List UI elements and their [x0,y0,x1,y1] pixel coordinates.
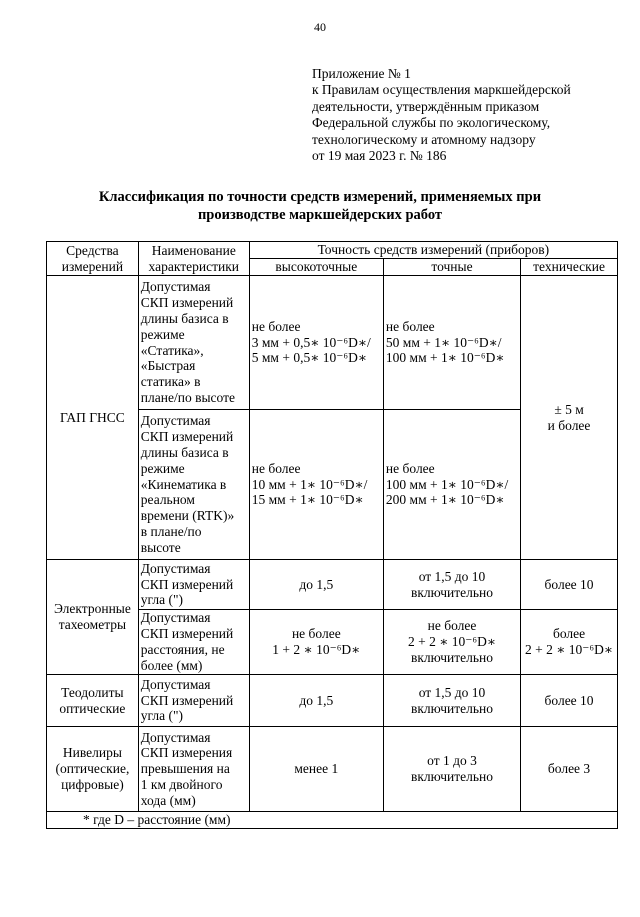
cell-line: плане/по высоте [140,389,235,405]
header-characteristic [138,242,249,276]
cell-line: 50 мм + 1∗ 10⁻⁶D∗/ [385,334,502,350]
high-precision-value [249,610,383,675]
cell-line: не более [251,460,301,476]
cell-line: не более [251,318,301,334]
cell-line: от 1 до 3 [427,753,477,769]
appendix-line: технологическому и атомному надзору [312,131,536,147]
technical-value [521,610,618,675]
appendix-line: Федеральной службы по экологическому, [312,115,551,131]
header-precise: точные [383,259,520,276]
cell-line: высоте [140,539,181,555]
instrument-total-stations [47,560,139,675]
cell-line: Теодолиты [61,684,124,700]
cell-line: 2 + 2 ∗ 10⁻⁶D∗ [525,642,614,657]
cell-line: более (мм) [140,657,203,673]
header-high-precision: высокоточные [249,259,383,276]
cell-line: 100 мм + 1∗ 10⁻⁶D∗ [385,350,505,366]
header-text: характеристики [148,258,239,274]
table-row [47,560,618,610]
cell-line: 200 мм + 1∗ 10⁻⁶D∗ [385,492,505,508]
table-row [47,727,618,812]
precise-value [383,727,520,812]
cell-line: превышения на [140,761,230,777]
high-precision-value: менее 1 [249,727,383,812]
cell-line: угла (") [140,708,184,724]
characteristic-cell [138,727,249,812]
title-line: Классификация по точности средств измерений, применяемых при [98,189,542,205]
cell-line: СКП измерений [140,576,234,592]
cell-line: длины базиса в [140,445,229,460]
cell-line: режиме [140,326,185,342]
cell-line: СКП измерения [140,745,233,761]
cell-line: СКП измерений [140,692,234,708]
cell-line: более [552,626,586,642]
cell-line: хода (мм) [140,792,196,808]
characteristic-cell [138,610,249,675]
cell-line: 15 мм + 1∗ 10⁻⁶D∗ [251,492,364,508]
cell-line: статика» в [140,374,201,390]
instrument-gnss: ГАП ГНСС [47,276,139,560]
technical-value: более 10 [521,560,618,610]
appendix-line: Приложение № 1 [312,66,411,81]
cell-line: 1 + 2 ∗ 10⁻⁶D∗ [272,642,361,657]
cell-line: не более [291,626,341,642]
characteristic-cell [138,675,249,727]
cell-line: оптические [59,700,126,716]
cell-line: включительно [410,584,493,600]
footnote: * где D – расстояние (мм) [47,812,618,829]
header-text: Средства [66,242,119,258]
cell-line: 10 мм + 1∗ 10⁻⁶D∗/ [251,476,368,492]
instrument-theodolites [47,675,139,727]
cell-line: режиме [140,460,185,476]
cell-line: «Кинематика в [140,476,227,492]
cell-line: «Статика», [140,342,204,358]
cell-line: «Быстрая [140,358,196,374]
high-precision-value [249,410,383,560]
header-accuracy-group: Точность средств измерений (приборов) [249,242,617,259]
technical-value: более 10 [521,675,618,727]
appendix-header [312,66,632,164]
header-instruments [47,242,139,276]
technical-value [521,276,618,560]
appendix-line: деятельности, утверждённым приказом [312,98,540,114]
cell-line: цифровые) [61,776,124,792]
cell-line: расстояния, не [140,642,225,657]
high-precision-value [249,276,383,410]
characteristic-cell [138,410,249,560]
technical-value: более 3 [521,727,618,812]
document-title [60,188,580,224]
cell-line: 1 км двойного [140,776,223,792]
high-precision-value: до 1,5 [249,675,383,727]
cell-line: от 1,5 до 10 [418,684,486,700]
high-precision-value: до 1,5 [249,560,383,610]
cell-line: Допустимая [140,279,211,295]
table-row [47,675,618,727]
precise-value [383,610,520,675]
header-text: измерений [61,258,124,274]
appendix-line: от 19 мая 2023 г. № 186 [312,148,447,164]
cell-line: Допустимая [140,610,211,626]
cell-line: включительно [410,649,493,665]
cell-line: 100 мм + 1∗ 10⁻⁶D∗/ [385,476,509,492]
cell-line: времени (RTK)» [140,508,235,524]
cell-line: и более [547,417,591,433]
cell-line: в плане/по [140,523,202,539]
characteristic-cell [138,560,249,610]
cell-line: СКП измерений [140,295,234,311]
instrument-levels [47,727,139,812]
precise-value [383,560,520,610]
precise-value [383,675,520,727]
cell-line: 2 + 2 ∗ 10⁻⁶D∗ [407,634,497,650]
cell-line: (оптические, [55,761,130,777]
cell-line: СКП измерений [140,626,234,642]
cell-line: СКП измерений [140,429,234,445]
cell-line: не более [385,318,435,334]
table-row [47,276,618,410]
appendix-line: к Правилам осуществления маркшейдерской [312,82,571,98]
cell-line: Нивелиры [62,745,122,761]
page-number: 40 [314,20,326,34]
cell-line: длины базиса в [140,310,229,326]
cell-line: не более [385,460,435,476]
cell-line: угла (") [140,592,184,608]
cell-line: включительно [410,700,493,716]
cell-line: от 1,5 до 10 [418,568,486,584]
header-technical: технические [521,259,618,276]
cell-line: тахеометры [58,617,127,632]
cell-line: Допустимая [140,560,211,576]
precise-value [383,410,520,560]
cell-line: Электронные [53,601,131,617]
classification-table [46,241,618,829]
title-line: производстве маркшейдерских работ [197,207,443,223]
header-text: Наименование [151,242,236,258]
cell-line: Допустимая [140,413,211,429]
precise-value [383,276,520,410]
characteristic-cell [138,276,249,410]
cell-line: ± 5 м [554,401,584,417]
cell-line: включительно [410,769,493,784]
cell-line: Допустимая [140,729,211,745]
cell-line: не более [427,618,477,634]
cell-line: 5 мм + 0,5∗ 10⁻⁶D∗ [251,350,368,366]
cell-line: 3 мм + 0,5∗ 10⁻⁶D∗/ [251,334,371,350]
cell-line: Допустимая [140,676,211,692]
cell-line: реальном [140,492,195,508]
